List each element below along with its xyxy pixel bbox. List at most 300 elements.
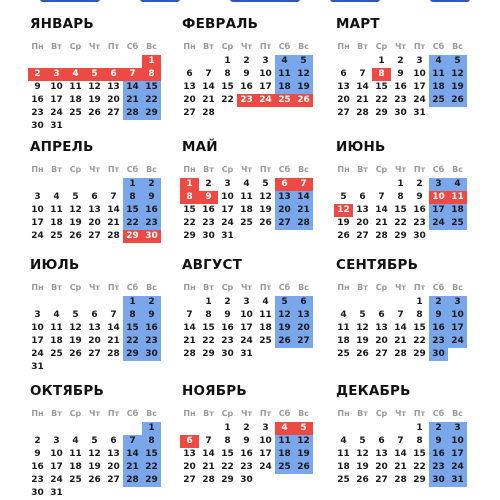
day-cell: 28 (394, 349, 407, 359)
month-title: ИЮЛЬ (30, 257, 80, 273)
day-cell: 4 (53, 310, 60, 320)
day-cell: 3 (53, 436, 60, 446)
weekday-header: Чт (240, 42, 253, 51)
day-cell: 19 (69, 336, 82, 346)
weekend-day: 8 (129, 192, 136, 202)
holiday-day: 12 (337, 205, 350, 215)
day-cell: 6 (340, 69, 347, 79)
day-cell: 13 (183, 82, 196, 92)
day-cell: 31 (221, 231, 234, 241)
holiday-day: 23 (240, 95, 253, 105)
weekday-header: Вс (146, 283, 157, 292)
weekend-day: 15 (126, 205, 139, 215)
day-cell: 19 (259, 205, 272, 215)
day-cell: 30 (240, 475, 253, 485)
weekend-day: 24 (432, 218, 445, 228)
weekend-day: 2 (435, 297, 442, 307)
holiday-day: 3 (53, 69, 60, 79)
weekday-header: Пн (31, 42, 44, 51)
weekday-header: Вт (51, 409, 62, 418)
weekend-day: 30 (432, 349, 445, 359)
day-cell: 21 (202, 95, 215, 105)
weekend-day: 26 (297, 462, 310, 472)
weekday-header: Чт (240, 165, 253, 174)
day-cell: 4 (53, 192, 60, 202)
day-cell: 16 (31, 462, 44, 472)
weekend-day: 28 (297, 218, 310, 228)
weekday-header: Чт (240, 409, 253, 418)
day-cell: 31 (240, 349, 253, 359)
weekend-day: 12 (297, 436, 310, 446)
day-cell: 6 (91, 310, 98, 320)
weekday-header: Чт (240, 283, 253, 292)
weekday-header: Вс (452, 409, 463, 418)
month-title: ЯНВАРЬ (30, 16, 94, 32)
holiday-day: 25 (278, 95, 291, 105)
weekend-day: 28 (126, 475, 139, 485)
day-cell: 18 (337, 462, 350, 472)
day-cell: 27 (183, 108, 196, 118)
day-cell: 22 (375, 95, 388, 105)
day-cell: 4 (340, 310, 347, 320)
day-cell: 20 (375, 462, 388, 472)
day-cell: 27 (183, 475, 196, 485)
day-cell: 24 (240, 336, 253, 346)
weekend-day: 17 (451, 323, 464, 333)
day-cell: 6 (359, 192, 366, 202)
day-cell: 16 (394, 82, 407, 92)
day-cell: 29 (375, 108, 388, 118)
day-cell: 22 (221, 95, 234, 105)
day-cell: 30 (394, 108, 407, 118)
holiday-day: 11 (451, 192, 464, 202)
day-cell: 8 (397, 192, 404, 202)
day-cell: 24 (50, 475, 63, 485)
day-cell: 20 (107, 462, 120, 472)
holiday-day: 5 (300, 423, 307, 433)
day-cell: 29 (202, 349, 215, 359)
day-cell: 22 (413, 336, 426, 346)
day-cell: 28 (107, 231, 120, 241)
weekday-header: Пн (183, 283, 196, 292)
day-cell: 24 (259, 462, 272, 472)
day-cell: 1 (224, 423, 231, 433)
day-cell: 28 (202, 108, 215, 118)
weekday-header: Сб (432, 165, 445, 174)
weekend-day: 23 (145, 336, 158, 346)
day-cell: 11 (69, 449, 82, 459)
weekday-header: Пт (259, 42, 272, 51)
holiday-day: 2 (34, 69, 41, 79)
day-cell: 12 (356, 449, 369, 459)
month-title: НОЯБРЬ (182, 383, 247, 399)
day-cell: 23 (240, 462, 253, 472)
weekday-header: Вт (203, 409, 214, 418)
weekday-header: Сб (432, 283, 445, 292)
day-cell: 21 (375, 218, 388, 228)
weekday-header: Пн (183, 409, 196, 418)
day-cell: 24 (31, 231, 44, 241)
weekday-header: Вт (51, 283, 62, 292)
weekend-day: 19 (451, 82, 464, 92)
day-cell: 11 (50, 323, 63, 333)
day-cell: 13 (375, 449, 388, 459)
holiday-day: 6 (110, 69, 117, 79)
weekend-day: 1 (129, 179, 136, 189)
day-cell: 3 (34, 192, 41, 202)
weekday-header: Вс (146, 165, 157, 174)
day-cell: 1 (224, 56, 231, 66)
weekend-day: 12 (278, 310, 291, 320)
day-cell: 1 (416, 423, 423, 433)
day-cell: 25 (69, 108, 82, 118)
day-cell: 17 (31, 336, 44, 346)
weekday-header: Чт (88, 165, 101, 174)
decor-bar (40, 0, 100, 2)
day-cell: 26 (356, 475, 369, 485)
weekday-header: Вс (146, 409, 157, 418)
day-cell: 23 (31, 475, 44, 485)
day-cell: 29 (394, 231, 407, 241)
weekday-header: Вт (51, 165, 62, 174)
weekend-day: 11 (278, 436, 291, 446)
weekend-day: 12 (297, 69, 310, 79)
weekend-day: 2 (148, 179, 155, 189)
day-cell: 14 (394, 449, 407, 459)
day-cell: 16 (240, 82, 253, 92)
day-cell: 14 (375, 205, 388, 215)
weekday-header: Пн (31, 409, 44, 418)
weekend-day: 25 (432, 95, 445, 105)
day-cell: 13 (88, 323, 101, 333)
day-cell: 18 (69, 462, 82, 472)
day-cell: 3 (262, 423, 269, 433)
weekday-header: Пт (259, 409, 272, 418)
day-cell: 31 (50, 488, 63, 498)
holiday-day: 7 (129, 69, 136, 79)
weekend-day: 2 (148, 297, 155, 307)
day-cell: 3 (243, 297, 250, 307)
weekday-header: Сб (126, 165, 139, 174)
weekend-day: 26 (451, 95, 464, 105)
day-cell: 17 (50, 462, 63, 472)
day-cell: 1 (416, 297, 423, 307)
day-cell: 1 (378, 56, 385, 66)
month-title: ИЮНЬ (336, 139, 386, 155)
day-cell: 11 (240, 192, 253, 202)
weekend-day: 9 (435, 310, 442, 320)
weekday-header: Вт (357, 283, 368, 292)
day-cell: 31 (50, 121, 63, 131)
day-cell: 9 (34, 449, 41, 459)
weekend-day: 17 (432, 205, 445, 215)
weekday-header: Ср (69, 283, 82, 292)
weekend-day: 13 (297, 310, 310, 320)
holiday-day: 4 (281, 423, 288, 433)
weekday-header: Вт (357, 165, 368, 174)
day-cell: 6 (378, 436, 385, 446)
weekend-day: 24 (451, 336, 464, 346)
weekday-header: Пт (107, 409, 120, 418)
weekend-day: 3 (454, 423, 461, 433)
day-cell: 13 (107, 82, 120, 92)
day-cell: 18 (337, 336, 350, 346)
day-cell: 28 (183, 349, 196, 359)
weekday-header: Вт (357, 42, 368, 51)
day-cell: 10 (31, 205, 44, 215)
day-cell: 13 (356, 205, 369, 215)
weekend-day: 4 (454, 179, 461, 189)
day-cell: 7 (110, 192, 117, 202)
weekday-header: Сб (278, 283, 291, 292)
weekend-day: 30 (432, 475, 445, 485)
day-cell: 19 (356, 336, 369, 346)
day-cell: 24 (50, 108, 63, 118)
day-cell: 25 (337, 349, 350, 359)
day-cell: 10 (259, 69, 272, 79)
weekday-header: Сб (278, 42, 291, 51)
weekday-header: Чт (88, 283, 101, 292)
weekend-day: 23 (145, 218, 158, 228)
weekday-header: Пт (413, 283, 426, 292)
day-cell: 15 (221, 82, 234, 92)
day-cell: 26 (69, 349, 82, 359)
weekend-day: 31 (451, 475, 464, 485)
holiday-day: 8 (378, 69, 385, 79)
weekend-day: 23 (432, 462, 445, 472)
day-cell: 4 (243, 179, 250, 189)
day-cell: 22 (202, 336, 215, 346)
day-cell: 30 (413, 231, 426, 241)
day-cell: 6 (378, 310, 385, 320)
day-cell: 8 (224, 436, 231, 446)
weekday-header: Сб (126, 283, 139, 292)
weekend-day: 3 (435, 179, 442, 189)
weekend-day: 30 (145, 349, 158, 359)
weekend-day: 14 (126, 82, 139, 92)
weekend-day: 5 (454, 56, 461, 66)
day-cell: 22 (394, 218, 407, 228)
day-cell: 10 (31, 323, 44, 333)
day-cell: 27 (88, 349, 101, 359)
holiday-day: 1 (186, 179, 193, 189)
day-cell: 17 (50, 95, 63, 105)
weekday-header: Пн (337, 42, 350, 51)
weekday-header: Вт (203, 283, 214, 292)
weekend-day: 19 (297, 82, 310, 92)
day-cell: 3 (416, 56, 423, 66)
weekday-header: Пн (337, 409, 350, 418)
weekend-day: 22 (145, 462, 158, 472)
day-cell: 4 (262, 297, 269, 307)
day-cell: 9 (243, 436, 250, 446)
day-cell: 7 (110, 310, 117, 320)
day-cell: 4 (340, 436, 347, 446)
day-cell: 30 (31, 121, 44, 131)
day-cell: 28 (394, 475, 407, 485)
day-cell: 6 (91, 192, 98, 202)
decor-bar (140, 0, 180, 2)
day-cell: 15 (375, 82, 388, 92)
weekend-day: 16 (432, 449, 445, 459)
holiday-day: 30 (145, 231, 158, 241)
weekday-header: Ср (221, 165, 234, 174)
day-cell: 23 (413, 218, 426, 228)
weekend-day: 5 (281, 297, 288, 307)
weekend-day: 14 (297, 192, 310, 202)
weekend-day: 25 (451, 218, 464, 228)
month-title: СЕНТЯБРЬ (336, 257, 419, 273)
weekday-header: Чт (88, 42, 101, 51)
day-cell: 13 (88, 205, 101, 215)
weekday-header: Пт (107, 42, 120, 51)
weekday-header: Пн (31, 283, 44, 292)
weekday-header: Вс (452, 283, 463, 292)
weekday-header: Сб (432, 409, 445, 418)
weekend-day: 25 (278, 462, 291, 472)
day-cell: 19 (356, 462, 369, 472)
day-cell: 6 (110, 436, 117, 446)
day-cell: 3 (34, 310, 41, 320)
day-cell: 12 (88, 449, 101, 459)
day-cell: 18 (69, 95, 82, 105)
day-cell: 3 (224, 179, 231, 189)
day-cell: 21 (107, 336, 120, 346)
weekend-day: 11 (278, 69, 291, 79)
weekend-day: 11 (432, 69, 445, 79)
weekend-day: 18 (278, 82, 291, 92)
weekend-day: 22 (126, 336, 139, 346)
day-cell: 17 (413, 82, 426, 92)
weekday-header: Сб (126, 409, 139, 418)
day-cell: 13 (375, 323, 388, 333)
day-cell: 15 (413, 323, 426, 333)
day-cell: 27 (375, 475, 388, 485)
day-cell: 21 (394, 462, 407, 472)
day-cell: 27 (337, 108, 350, 118)
day-cell: 7 (205, 69, 212, 79)
weekday-header: Чт (394, 409, 407, 418)
day-cell: 15 (413, 449, 426, 459)
day-cell: 6 (186, 69, 193, 79)
day-cell: 12 (356, 323, 369, 333)
holiday-day: 1 (148, 56, 155, 66)
day-cell: 27 (88, 231, 101, 241)
weekday-header: Пн (337, 283, 350, 292)
day-cell: 30 (221, 349, 234, 359)
weekday-header: Пн (337, 165, 350, 174)
holiday-day: 29 (126, 231, 139, 241)
weekday-header: Чт (394, 165, 407, 174)
day-cell: 20 (183, 462, 196, 472)
weekend-day: 21 (126, 462, 139, 472)
weekend-day: 9 (148, 310, 155, 320)
day-cell: 30 (202, 231, 215, 241)
weekend-day: 9 (435, 436, 442, 446)
weekend-day: 29 (145, 108, 158, 118)
day-cell: 17 (31, 218, 44, 228)
weekend-day: 28 (126, 108, 139, 118)
weekday-header: Вс (298, 409, 309, 418)
day-cell: 28 (356, 108, 369, 118)
month-title: АПРЕЛЬ (30, 139, 94, 155)
day-cell: 17 (259, 449, 272, 459)
weekday-header: Сб (278, 165, 291, 174)
weekday-header: Вс (452, 165, 463, 174)
day-cell: 29 (221, 475, 234, 485)
day-cell: 19 (88, 462, 101, 472)
day-cell: 2 (416, 179, 423, 189)
weekday-header: Пт (413, 42, 426, 51)
day-cell: 8 (416, 310, 423, 320)
weekday-header: Вт (357, 409, 368, 418)
weekend-day: 6 (300, 297, 307, 307)
weekday-header: Вт (203, 42, 214, 51)
weekend-day: 19 (297, 449, 310, 459)
day-cell: 16 (221, 323, 234, 333)
day-cell: 9 (224, 310, 231, 320)
holiday-day: 7 (300, 179, 307, 189)
weekend-day: 13 (278, 192, 291, 202)
day-cell: 2 (397, 56, 404, 66)
weekday-header: Чт (394, 42, 407, 51)
day-cell: 28 (107, 349, 120, 359)
weekend-day: 20 (278, 205, 291, 215)
day-cell: 14 (356, 82, 369, 92)
day-cell: 13 (183, 449, 196, 459)
day-cell: 29 (413, 349, 426, 359)
day-cell: 10 (259, 436, 272, 446)
day-cell: 16 (31, 95, 44, 105)
day-cell: 20 (375, 336, 388, 346)
month-title: ФЕВРАЛЬ (182, 16, 259, 32)
weekday-header: Ср (375, 42, 388, 51)
day-cell: 7 (359, 69, 366, 79)
weekend-day: 18 (432, 82, 445, 92)
day-cell: 22 (183, 218, 196, 228)
day-cell: 5 (72, 192, 79, 202)
day-cell: 5 (91, 436, 98, 446)
day-cell: 16 (240, 449, 253, 459)
day-cell: 25 (240, 218, 253, 228)
day-cell: 30 (31, 488, 44, 498)
day-cell: 26 (259, 218, 272, 228)
day-cell: 15 (221, 449, 234, 459)
day-cell: 19 (69, 218, 82, 228)
weekday-header: Вс (298, 42, 309, 51)
day-cell: 21 (356, 95, 369, 105)
day-cell: 5 (262, 179, 269, 189)
day-cell: 11 (337, 323, 350, 333)
day-cell: 17 (221, 205, 234, 215)
day-cell: 27 (356, 231, 369, 241)
day-cell: 20 (337, 95, 350, 105)
weekday-header: Пт (107, 165, 120, 174)
day-cell: 7 (205, 436, 212, 446)
weekend-day: 10 (451, 310, 464, 320)
day-cell: 1 (205, 297, 212, 307)
day-cell: 26 (69, 231, 82, 241)
day-cell: 20 (183, 95, 196, 105)
weekday-header: Чт (88, 409, 101, 418)
day-cell: 23 (221, 336, 234, 346)
weekday-header: Пн (31, 165, 44, 174)
day-cell: 14 (183, 323, 196, 333)
weekend-day: 1 (148, 423, 155, 433)
weekday-header: Пт (259, 165, 272, 174)
day-cell: 18 (259, 323, 272, 333)
day-cell: 13 (337, 82, 350, 92)
